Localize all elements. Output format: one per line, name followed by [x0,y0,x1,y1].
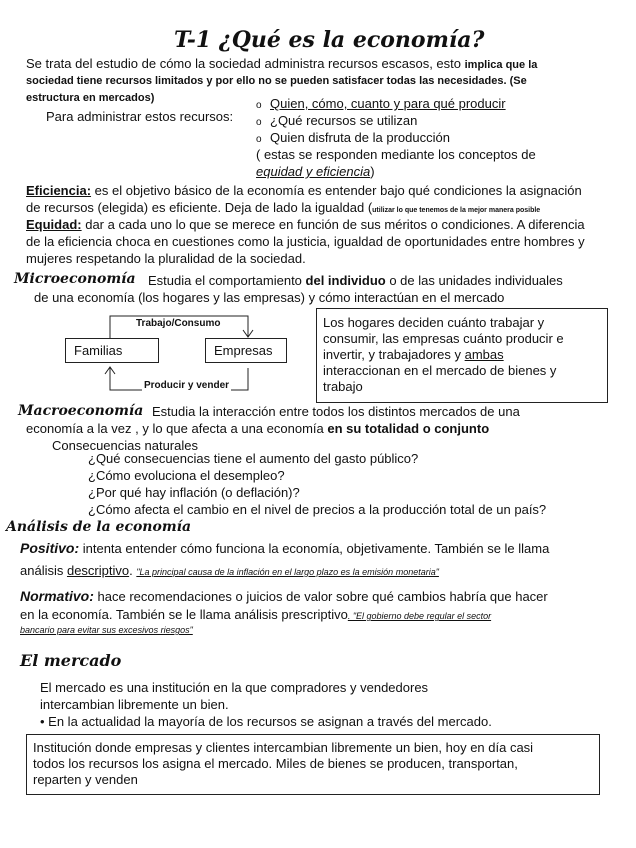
bullet-icon: o [256,134,262,145]
intro-line-1: Se trata del estudio de cómo la sociedad administra recursos escasos, esto implica que la [26,56,538,71]
positivo-term: Positivo: [20,540,80,556]
mercado-line-3: • En la actualidad la mayoría de los recursos se asignan a través del mercado. [40,714,492,729]
eficiencia-line-2: de recursos (elegida) es eficiente. Deja de lado la igualdad (utilizar lo que tenemos de la mejor manera posible [26,200,541,215]
micro-box-line: consumir, las empresas cuánto producir e [323,331,564,346]
macro-line-1: Estudia la interacción entre todos los distintos mercados de una [152,404,520,419]
intro-line-3: estructura en mercados) [26,92,155,104]
normativo-line-2: en la economía. También se le llama análisis prescriptivo. "El gobierno debe regular el sector [20,607,492,622]
micro-box-line: trabajo [323,379,363,394]
diagram-bottom-label: Producir y vender [144,380,230,391]
page-title: T-1 ¿Qué es la economía? [174,27,485,53]
mercado-definition-box [26,734,600,795]
micro-line-2: de una economía (los hogares y las empresas) y cómo interactúan en el mercado [34,290,505,305]
micro-box-line: Los hogares deciden cuánto trabajar y [323,315,545,330]
macro-question: ¿Cómo evoluciona el desempleo? [88,468,285,483]
mercado-line-1: El mercado es una institución en la que compradores y vendedores [40,680,429,695]
normativo-line-1: Normativo: hace recomendaciones o juicios de valor sobre qué cambios habría que hacer [20,588,548,604]
recursos-note-2: equidad y eficiencia) [256,164,375,179]
macro-question: ¿Por qué hay inflación (o deflación)? [88,485,300,500]
mercado-box-line: reparten y venden [33,772,138,787]
positivo-line-2: análisis descriptivo. "La principal causa de la inflación en el largo plazo es la emisión monetaria" [20,563,439,578]
recursos-item-1: o Quien, cómo, cuanto y para qué producir [256,96,506,114]
mercado-heading: El mercado [20,651,122,670]
mercado-box-line: Institución donde empresas y clientes intercambian libremente un bien, hoy en día casi [33,740,534,755]
recursos-label: Para administrar estos recursos: [46,109,234,124]
equidad-line-2: de la eficiencia choca en cuestiones como la justicia, igualdad de oportunidades entre hombres y [26,234,585,249]
equidad-line-3: mujeres respetando la pluralidad de la sociedad. [26,251,306,266]
equidad-line-1: Equidad: dar a cada uno lo que se merece en función de sus méritos o condiciones. A diferencia [26,217,585,232]
bullet-icon: o [256,100,262,111]
recursos-note-1: ( estas se responden mediante los conceptos de [256,147,536,162]
recursos-item-2: o ¿Qué recursos se utilizan [256,113,417,131]
intro-line-2: sociedad tiene recursos limitados y por ello no se pueden satisfacer todas las necesidades. (Se [26,75,527,87]
equidad-term: Equidad: [26,217,82,232]
familias-box: Familias [65,338,159,363]
micro-explanation-box [316,308,608,403]
recursos-item-3: o Quien disfruta de la producción [256,130,450,148]
empresas-box: Empresas [205,338,287,363]
macro-line-2: economía a la vez , y lo que afecta a una economía en su totalidad o conjunto [26,421,490,436]
micro-line-1: Estudia el comportamiento del individuo o de las unidades individuales [148,273,563,288]
mercado-line-2: intercambian libremente un bien. [40,697,229,712]
eficiencia-term: Eficiencia: [26,183,92,198]
macro-question: ¿Cómo afecta el cambio en el nivel de precios a la producción total de un país? [88,502,547,517]
macro-question: ¿Qué consecuencias tiene el aumento del gasto público? [88,451,419,466]
analisis-heading: Análisis de la economía [6,519,192,535]
normativo-line-3: bancario para evitar sus excesivos riesgos" [20,625,193,635]
macro-line-3: Consecuencias naturales [52,438,198,453]
macro-heading: Macroeconomía [18,403,144,419]
micro-box-line: invertir, y trabajadores y ambas [323,347,504,362]
mercado-box-line: todos los recursos los asigna el mercado. Miles de bienes se producen, transportan, [33,756,518,771]
bullet-icon: o [256,117,262,128]
normativo-term: Normativo: [20,588,94,604]
positivo-line-1: Positivo: intenta entender cómo funciona la economía, objetivamente. También se le llama [20,540,550,556]
micro-heading: Microeconomía [14,271,136,287]
diagram-top-label: Trabajo/Consumo [136,318,221,329]
eficiencia-line-1: Eficiencia: es el objetivo básico de la economía es entender bajo qué condiciones la asignación [26,183,582,198]
micro-box-line: interaccionan en el mercado de bienes y [323,363,557,378]
